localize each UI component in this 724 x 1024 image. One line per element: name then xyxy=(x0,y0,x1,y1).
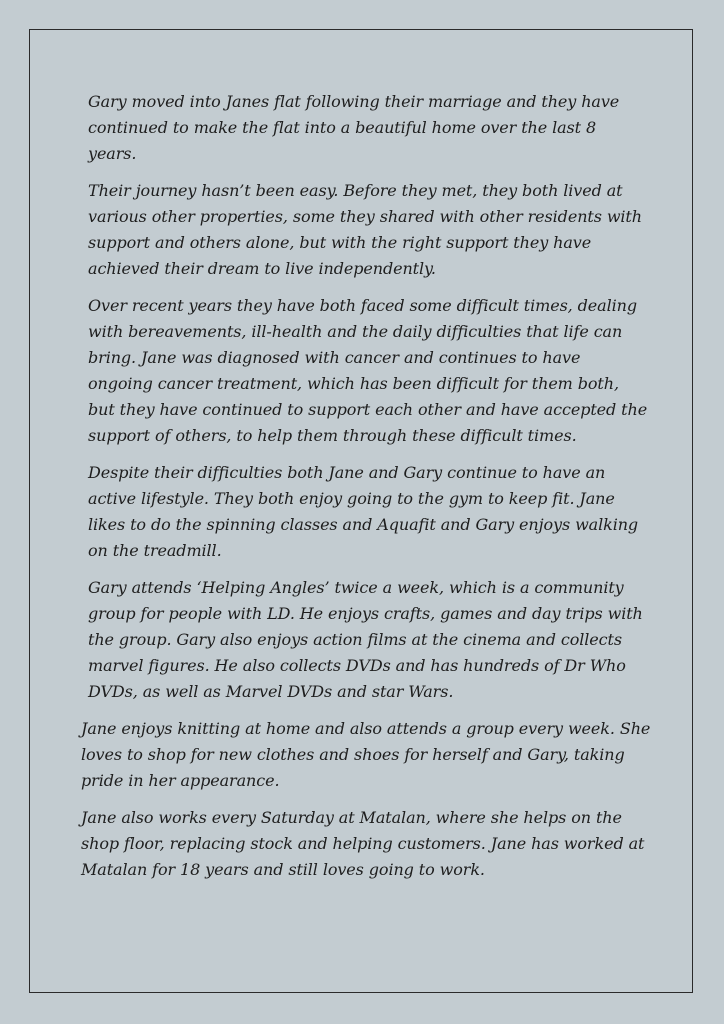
paragraph-difficult-times: Over recent years they have both faced some difficult times, dealing with bereavements, ill-health and the daily difficulties that life can bring. Jane was diagnosed with cancer and continues to have ongoing cancer treatment, which has been difficult for them both, but they have continued to support each other and have accepted the support of others, to help them through these difficult times. xyxy=(88,296,648,445)
story-text-block xyxy=(81,89,651,894)
paragraph-jane-hobbies: Jane enjoys knitting at home and also attends a group every week. She loves to shop for new clothes and shoes for herself and Gary, taking pride in her appearance. xyxy=(81,719,651,790)
paragraph-active-lifestyle: Despite their difficulties both Jane and Gary continue to have an active lifestyle. They both enjoy going to the gym to keep fit. Jane likes to do the spinning classes and Aquafit and Gary enjoys walking on the treadmill. xyxy=(88,463,639,560)
paragraph-jane-work: Jane also works every Saturday at Matalan, where she helps on the shop floor, replacing stock and helping customers. Jane has worked at Matalan for 18 years and still loves going to work. xyxy=(81,808,645,879)
paragraph-journey: Their journey hasn’t been easy. Before they met, they both lived at various other properties, some they shared with other residents with support and others alone, but with the right support they have achieved their dream to live independently. xyxy=(88,181,642,278)
paragraph-home: Gary moved into Janes flat following their marriage and they have continued to make the flat into a beautiful home over the last 8 years. xyxy=(88,92,620,163)
paragraph-gary-hobbies: Gary attends ‘Helping Angles’ twice a week, which is a community group for people with LD. He enjoys crafts, games and day trips with the group. Gary also enjoys action films at the cinema and collects marvel figures. He also collects DVDs and has hundreds of Dr Who DVDs, as well as Marvel DVDs and star Wars. xyxy=(88,578,643,701)
